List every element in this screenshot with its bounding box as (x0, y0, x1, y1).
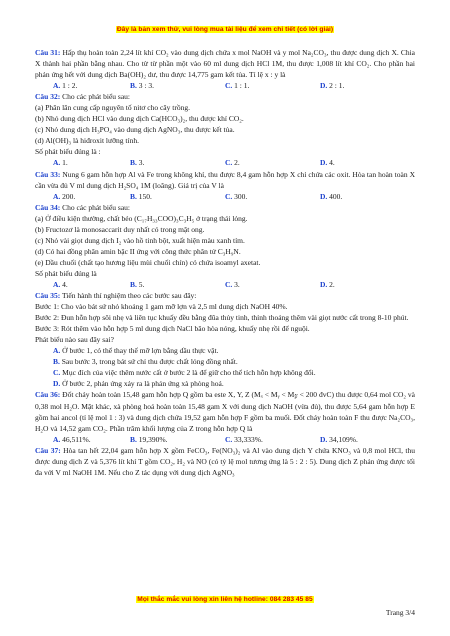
options-32 (35, 157, 415, 168)
step: Bước 3: Rót thêm vào hỗn hợp 5 ml dung dịch NaCl bão hòa nóng, khuấy nhẹ rồi để nguội. (35, 324, 310, 334)
question-36: Câu 36: Đốt cháy hoàn toàn 15,48 gam hỗn hợp Q gồm ba este X, Y, Z (Mₓ < Mᵧ < M𝓏 < 200 đvC) thu được 0,64 mol CO₂ và 0,38 mol H₂O. Mặt khác, xà phòng hoá hoàn toàn 15,48 gam X với dung dịch NaOH (vừa đủ), thu được 5,64 gam hỗn hợp E gồm hai ancol (tỉ lệ mol 1 : 3) và dung dịch chứa 19,52 gam hỗn hợp F gồm ba muối. Đốt cháy hoàn toàn F thu được Na₂CO₃, H₂O và 14,52 gam CO₂. Phần trăm khối lượng của Z trong hỗn hợp Q là (35, 390, 415, 433)
options-34 (35, 279, 415, 290)
option: B. 3. (130, 158, 145, 168)
statement: (c) Nhỏ dung dịch H₃PO₄ vào dung dịch AgNO₃, thu được kết tủa. (35, 125, 235, 135)
step: Bước 2: Đun hỗn hợp sôi nhẹ và liên tục khuấy đều bằng đũa thủy tinh, thỉnh thoảng thêm vài giọt nước cất trong 8-10 phút. (35, 313, 409, 323)
option: A. 46,511%. (53, 434, 91, 444)
option: C. 1 : 1. (225, 81, 250, 91)
choice: A. Ở bước 1, có thể thay thế mỡ lợn bằng dầu thực vật. (53, 346, 219, 356)
statement: (b) Fructozơ là monosaccarit duy nhất có trong mật ong. (35, 224, 205, 234)
statement: (c) Nhỏ vài giọt dung dịch I₂ vào hồ tinh bột, xuất hiện màu xanh tím. (35, 235, 245, 245)
question-35: Câu 35: Tiến hành thí nghiệm theo các bước sau đây: (35, 291, 197, 301)
option: A. 1 : 2. (53, 81, 78, 91)
options-31 (35, 80, 415, 91)
statement: (d) Al(OH)₃ là hiđroxit lưỡng tính. (35, 136, 139, 146)
option: D. 400. (320, 191, 343, 201)
choice: B. Sau bước 3, trong bát sứ chỉ thu được chất lỏng đồng nhất. (53, 357, 238, 367)
option: B. 5. (130, 279, 145, 289)
statement: (a) Ở điều kiện thường, chất béo (C₁₇H₃₃COO)₃C₃H₅ ở trạng thái lỏng. (35, 213, 248, 223)
statement: (a) Phân lân cung cấp nguyên tố nitơ cho cây trồng. (35, 103, 190, 113)
option: B. 19,390%. (130, 434, 168, 444)
preview-banner: Đây là bản xem thử, vui lòng mua tài liệu để xem chi tiết (có lời giải) (116, 26, 334, 33)
options-33 (35, 191, 415, 202)
question-37: Câu 37: Hòa tan hết 22,04 gam hỗn hợp X gồm FeCO₃, Fe(NO₃)₂ và Al vào dung dịch Y chứa KNO₃ và 0,8 mol HCl, thu được dung dịch Z và 5,376 lít khí T gồm CO₂, H₂ và NO (có tỷ lệ mol tương ứng là 5 : 2 : 5). Dung dịch Z phản ứng được tối đa với V ml NaOH 1M. Nếu cho Z tác dụng với dung dịch AgNO₃ (35, 445, 415, 477)
statement: (d) Có hai đồng phân amin bậc II ứng với công thức phân tử C₃H₉N. (35, 246, 241, 256)
question-31: Câu 31: Hấp thụ hoàn toàn 2,24 lít khí CO₂ vào dung dịch chứa x mol NaOH và y mol Na₂CO₃, thu được dung dịch X. Chia X thành hai phần bằng nhau. Cho từ từ phần một vào 60 ml dung dịch HCl 1M, thu được 1,008 lít khí CO₂. Cho phần hai phản ứng hết với dung dịch Ba(OH)₂ dư, thu được 14,775 gam kết tủa. Tỉ lệ x : y là (35, 48, 415, 80)
choice: C. Mục đích của việc thêm nước cất ở bước 2 là để giữ cho thể tích hỗn hợp không đổi. (53, 368, 316, 378)
question-34: Câu 34: Cho các phát biểu sau: (35, 202, 130, 212)
question-32: Câu 32: Cho các phát biểu sau: (35, 92, 130, 102)
option: A. 1. (53, 158, 68, 168)
option: D. 2. (320, 279, 335, 289)
option: A. 4. (53, 279, 68, 289)
option: C. 33,333%. (225, 434, 263, 444)
option: A. 200. (53, 191, 76, 201)
question-33: Câu 33: Nung 6 gam hỗn hợp Al và Fe trong không khí, thu được 8,4 gam hỗn hợp X chỉ chứa các oxit. Hòa tan hoàn toàn X cần vừa đủ V ml dung dịch H₂SO₄ 1M (loãng). Giá trị của V là (35, 169, 415, 190)
page-number: Trang 3/4 (385, 608, 415, 617)
question-ask: Phát biểu nào sau đây sai? (35, 335, 114, 345)
question-ask: Số phát biểu đúng là : (35, 147, 101, 157)
option: D. 34,109%. (320, 434, 358, 444)
option: B. 3 : 3. (130, 81, 154, 91)
hotline-banner: Mọi thắc mắc vui lòng xin liên hệ hotline: 084 283 45 85 (137, 596, 313, 603)
choice: D. Ở bước 2, phản ứng xảy ra là phản ứng xà phòng hoá. (53, 379, 224, 389)
option: B. 150. (130, 191, 152, 201)
option: D. 4. (320, 158, 335, 168)
statement: (b) Nhỏ dung dịch HCl vào dung dịch Ca(HCO₃)₂, thu được khí CO₂. (35, 114, 244, 124)
option: D. 2 : 1. (320, 81, 345, 91)
exam-content (35, 47, 415, 478)
option: C. 3. (225, 279, 240, 289)
options-36 (35, 434, 415, 445)
step: Bước 1: Cho vào bát sứ nhỏ khoảng 1 gam mỡ lợn và 2,5 ml dung dịch NaOH 40%. (35, 302, 288, 312)
question-ask: Số phát biểu đúng là (35, 268, 97, 278)
option: C. 300. (225, 191, 248, 201)
statement: (e) Dầu chuối (chất tạo hương liệu mùi chuối chín) có chứa isoamyl axetat. (35, 257, 261, 267)
option: C. 2. (225, 158, 240, 168)
